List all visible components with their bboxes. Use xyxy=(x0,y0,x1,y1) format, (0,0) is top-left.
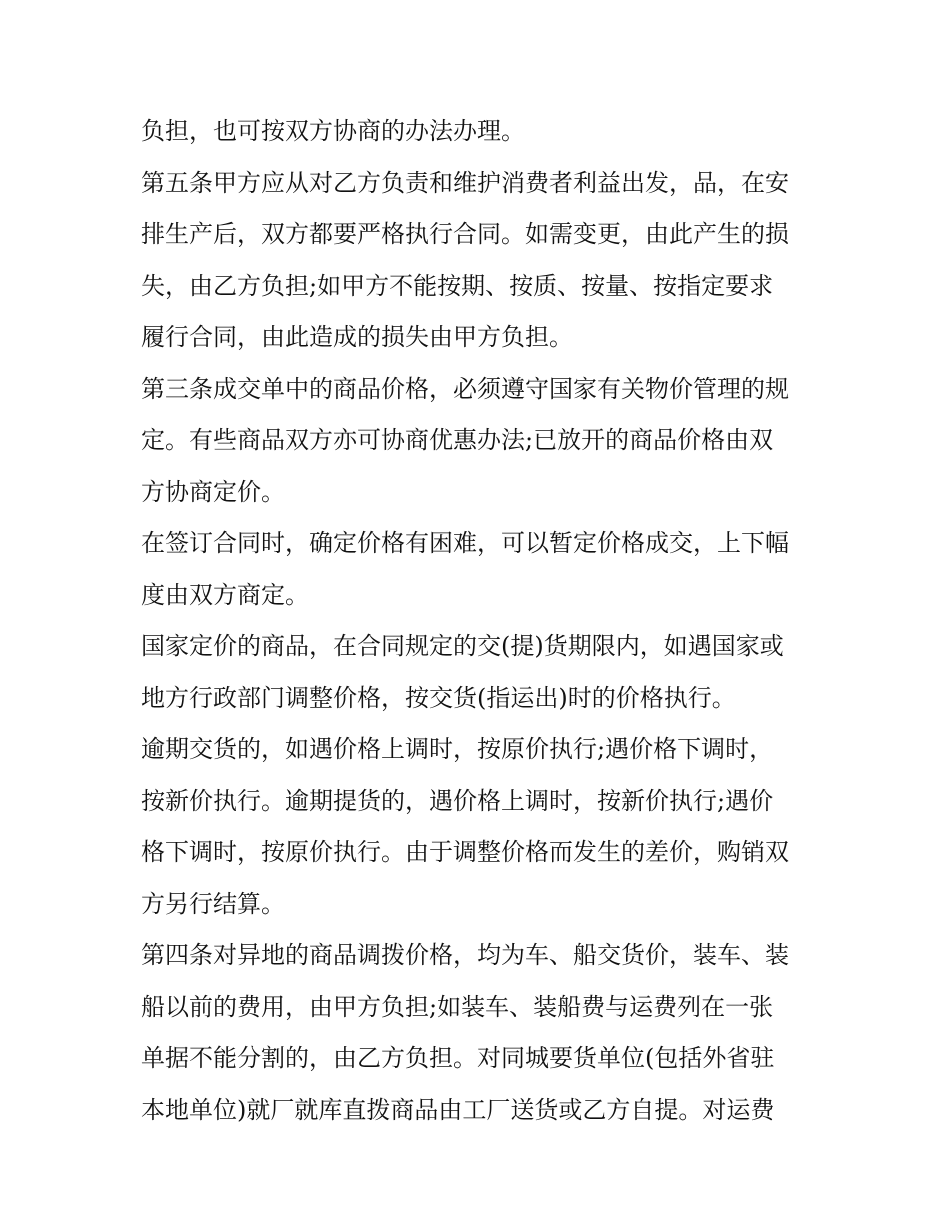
document-body xyxy=(141,106,817,1136)
text-line: 排生产后，双方都要严格执行合同。如需变更，由此产生的损 xyxy=(141,220,789,248)
text-line: 在签订合同时，确定价格有困难，可以暂定价格成交，上下幅 xyxy=(141,529,789,557)
text-line: 逾期交货的，如遇价格上调时，按原价执行;遇价格下调时， xyxy=(141,735,774,763)
text-line: 船以前的费用，由甲方负担;如装车、装船费与运费列在一张 xyxy=(141,992,774,1021)
text-line: 地方行政部门调整价格，按交货(指运出)时的价格执行。 xyxy=(141,683,736,712)
text-line: 第三条成交单中的商品价格，必须遵守国家有关物价管理的规 xyxy=(141,374,789,403)
text-line: 方协商定价。 xyxy=(141,477,285,506)
text-line: 第四条对异地的商品调拨价格，均为车、船交货价，装车、装 xyxy=(141,941,789,969)
text-line: 格下调时，按原价执行。由于调整价格而发生的差价，购销双 xyxy=(141,838,789,866)
text-line: 按新价执行。逾期提货的，遇价格上调时，按新价执行;遇价 xyxy=(141,786,774,815)
text-line: 负担，也可按双方协商的办法办理。 xyxy=(141,117,525,145)
text-line: 方另行结算。 xyxy=(141,889,285,918)
text-line: 第五条甲方应从对乙方负责和维护消费者利益出发，品，在安 xyxy=(141,168,789,197)
text-line: 定。有些商品双方亦可协商优惠办法;已放开的商品价格由双 xyxy=(141,426,774,454)
text-line: 失，由乙方负担;如甲方不能按期、按质、按量、按指定要求 xyxy=(141,271,774,300)
text-line: 本地单位)就厂就库直拨商品由工厂送货或乙方自提。对运费 xyxy=(141,1095,775,1124)
text-line: 履行合同，由此造成的损失由甲方负担。 xyxy=(141,323,573,351)
text-line: 度由双方商定。 xyxy=(141,580,309,609)
text-line: 国家定价的商品，在合同规定的交(提)货期限内，如遇国家或 xyxy=(141,632,784,660)
text-line: 单据不能分割的，由乙方负担。对同城要货单位(包括外省驻 xyxy=(141,1044,775,1072)
